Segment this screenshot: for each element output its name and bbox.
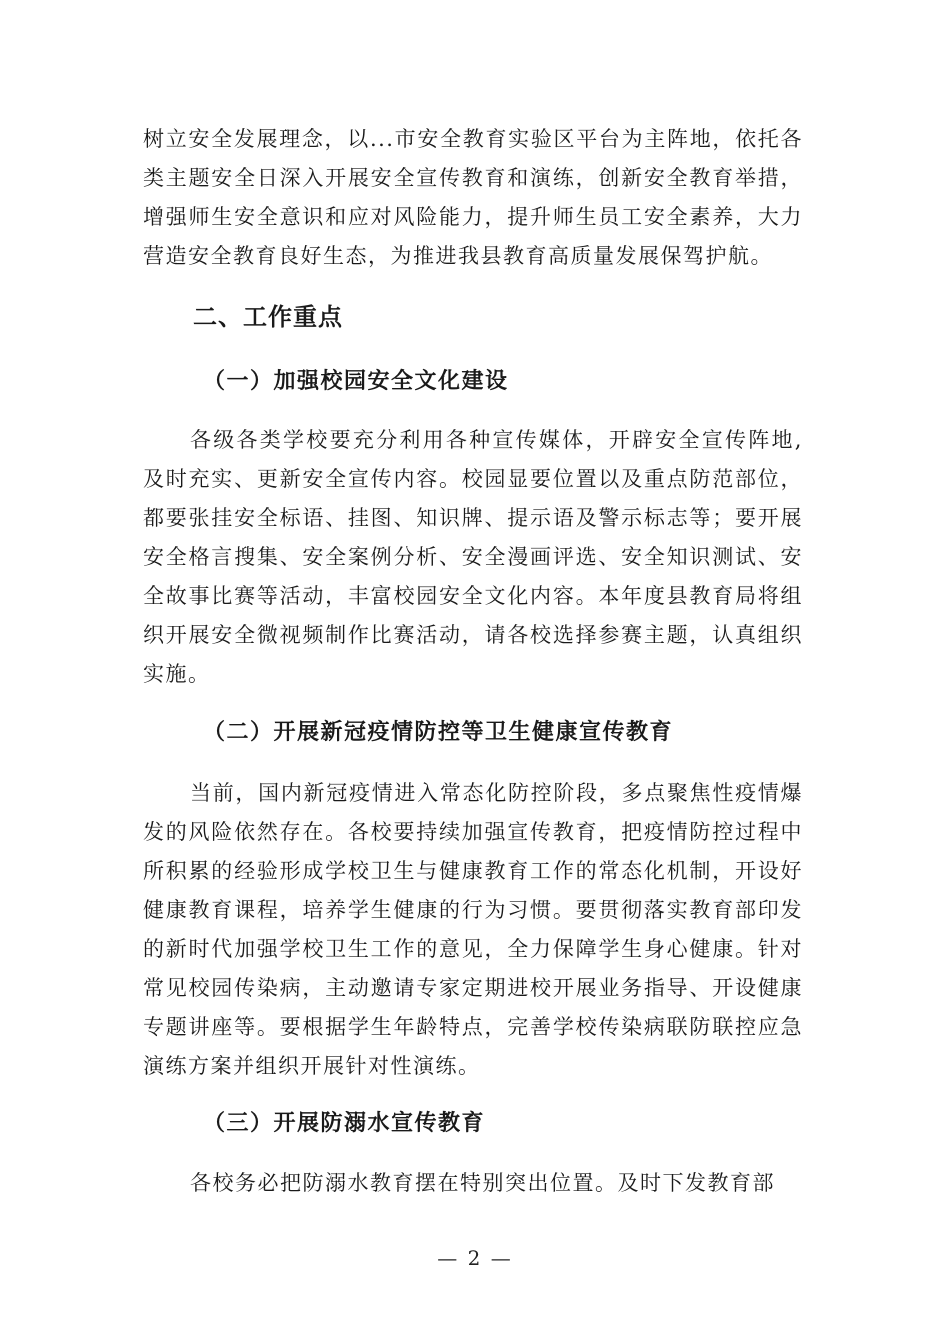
section-heading-work-focus: 二、工作重点 — [193, 303, 343, 331]
subsection-3-paragraph: 各校务必把防溺水教育摆在特别突出位置。及时下发教育部 — [190, 1171, 775, 1195]
intro-paragraph: 树立安全发展理念，以...市安全教育实验区平台为主阵地，依托各类主题安全日深入开展安全宣传教育和演练，创新安全教育举措，增强师生安全意识和应对风险能力，提升师生员工安全素养，大力营造安全教育良好生态，为推进我县教育高质量发展保驾护航。 — [143, 127, 803, 268]
subsection-heading-3: （三）开展防溺水宣传教育 — [203, 1110, 486, 1136]
subsection-heading-1: （一）加强校园安全文化建设 — [203, 368, 509, 394]
subsection-1-paragraph: 各级各类学校要充分利用各种宣传媒体，开辟安全宣传阵地,及时充实、更新安全宣传内容。校园显要位置以及重点防范部位，都要张挂安全标语、挂图、知识牌、提示语及警示标志等；要开展安全格言搜集、安全案例分析、安全漫画评选、安全知识测试、安全故事比赛等活动，丰富校园安全文化内容。本年度县教育局将组织开展安全微视频制作比赛活动，请各校选择参赛主题，认真组织实施。 — [143, 428, 803, 686]
page-number: — 2 — — [437, 1246, 513, 1270]
subsection-heading-2: （二）开展新冠疫情防控等卫生健康宣传教育 — [203, 719, 674, 745]
subsection-2-paragraph: 当前，国内新冠疫情进入常态化防控阶段，多点聚焦性疫情爆发的风险依然存在。各校要持续加强宣传教育，把疫情防控过程中所积累的经验形成学校卫生与健康教育工作的常态化机制，开设好健康教育课程，培养学生健康的行为习惯。要贯彻落实教育部印发的新时代加强学校卫生工作的意见，全力保障学生身心健康。针对常见校园传染病，主动邀请专家定期进校开展业务指导、开设健康专题讲座等。要根据学生年龄特点，完善学校传染病联防联控应急演练方案并组织开展针对性演练。 — [143, 781, 803, 1078]
